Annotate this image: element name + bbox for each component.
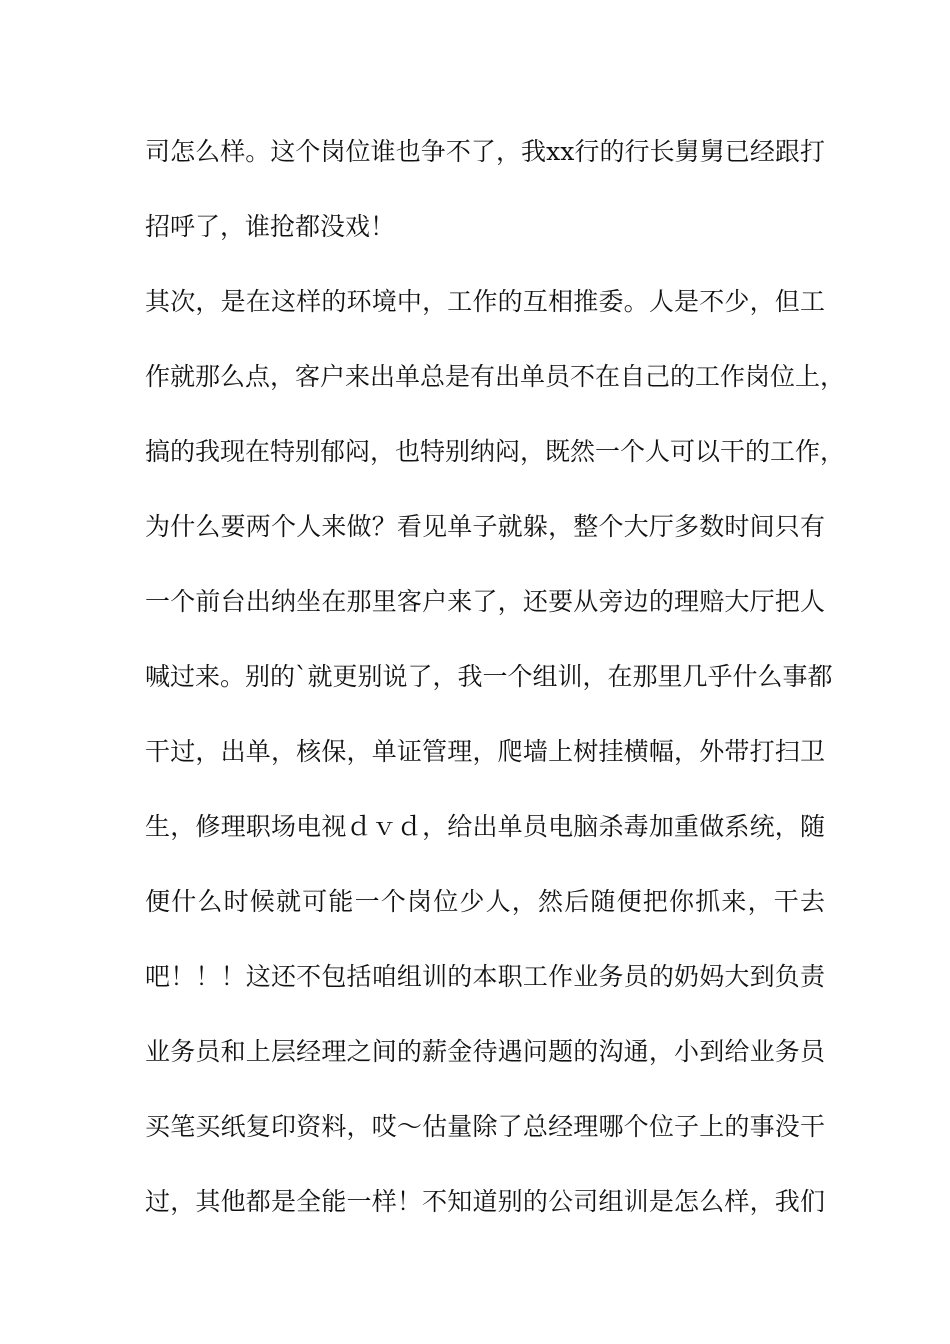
text-line: 干过，出单，核保，单证管理，爬墙上树挂横幅，外带打扫卫: [145, 737, 825, 766]
text-line: 司怎么样。这个岗位谁也争不了，我xx行的行长舅舅已经跟打: [145, 137, 825, 166]
text-line: 喊过来。别的`就更别说了，我一个组训，在那里几乎什么事都: [145, 662, 833, 691]
text-line: 招呼了，谁抢都没戏！: [145, 212, 396, 241]
text-line: 吧！！！这还不包括咱组训的本职工作业务员的奶妈大到负责: [145, 962, 825, 991]
text-line: 生，修理职场电视ｄｖｄ，给出单员电脑杀毒加重做系统，随: [145, 812, 825, 841]
text-line: 作就那么点，客户来出单总是有出单员不在自己的工作岗位上，: [145, 362, 846, 391]
text-line: 其次，是在这样的环境中，工作的互相推委。人是不少，但工: [145, 287, 825, 316]
text-line: 搞的我现在特别郁闷，也特别纳闷，既然一个人可以干的工作，: [145, 437, 846, 466]
body-text: [145, 132, 846, 1257]
text-line: 一个前台出纳坐在那里客户来了，还要从旁边的理赔大厅把人: [145, 587, 825, 616]
text-line: 为什么要两个人来做？看见单子就躲，整个大厅多数时间只有: [145, 512, 825, 541]
text-line: 买笔买纸复印资料，哎～估量除了总经理哪个位子上的事没干: [145, 1112, 825, 1141]
text-line: 过，其他都是全能一样！不知道别的公司组训是怎么样，我们: [145, 1187, 825, 1216]
text-line: 业务员和上层经理之间的薪金待遇问题的沟通，小到给业务员: [145, 1037, 825, 1066]
text-line: 便什么时候就可能一个岗位少人，然后随便把你抓来，干去: [145, 887, 825, 916]
